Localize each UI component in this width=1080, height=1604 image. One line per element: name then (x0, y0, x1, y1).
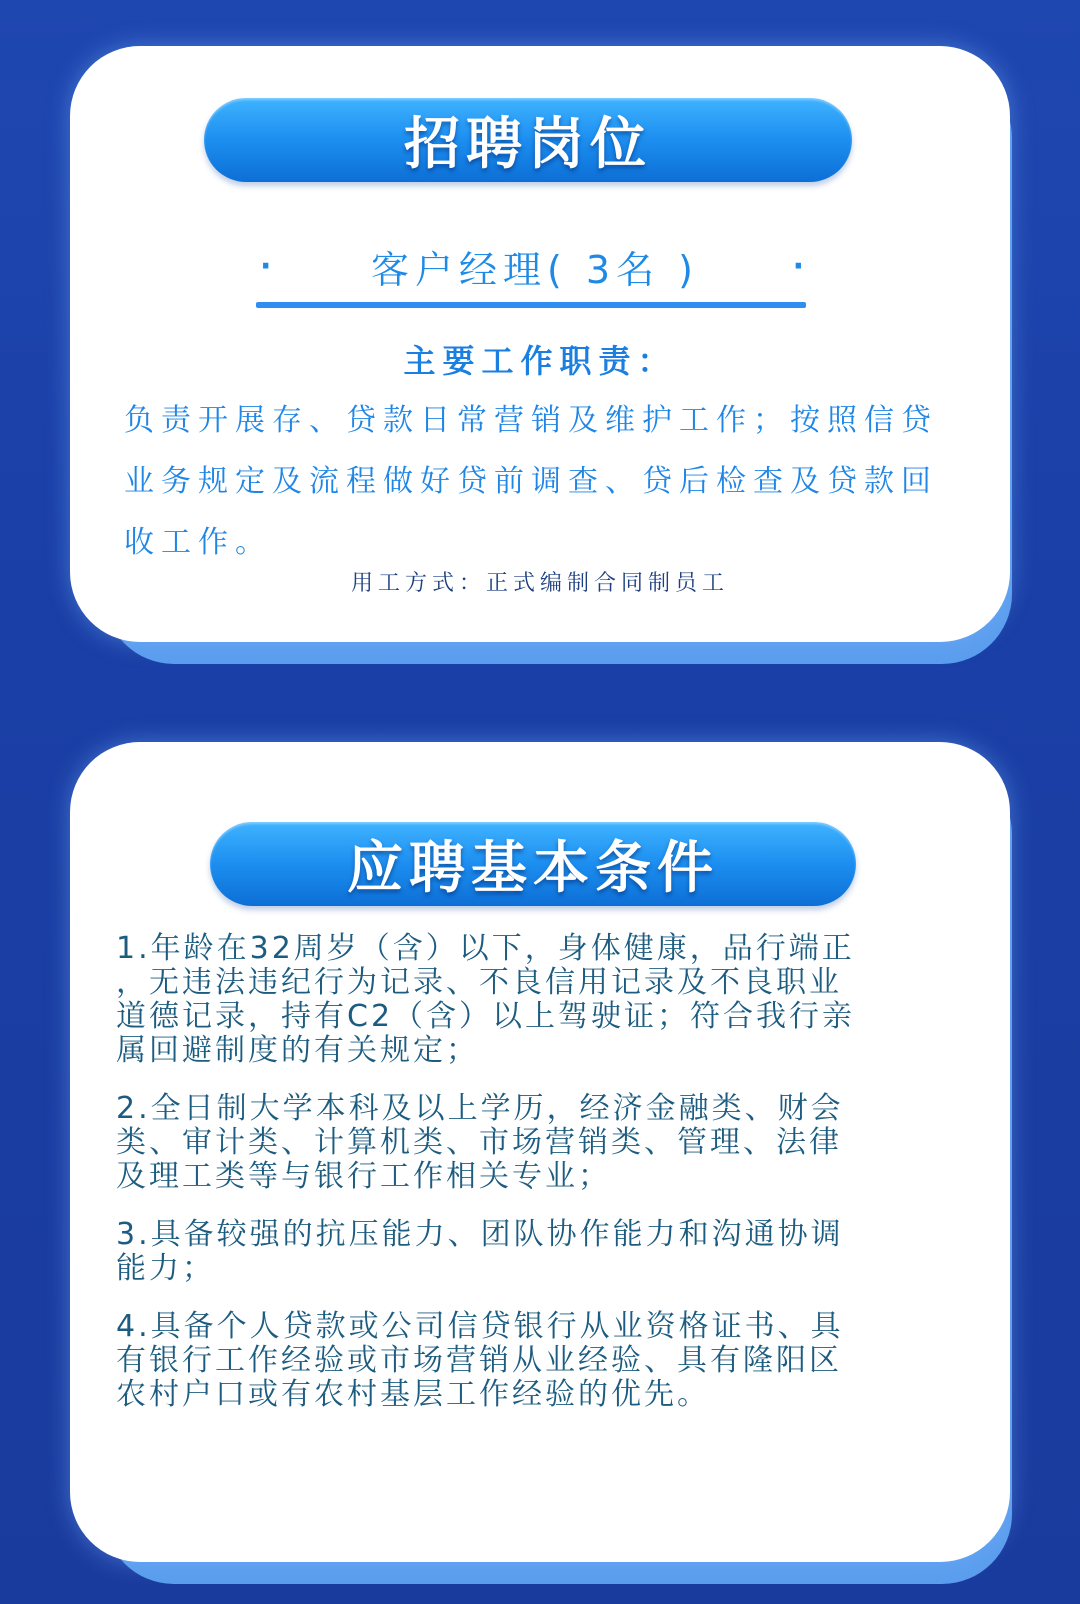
condition-item: 3.具备较强的抗压能力、团队协作能力和沟通协调 能力； (116, 1217, 844, 1286)
position-card-body (70, 46, 1010, 642)
duties-title: 主要工作职责： (403, 342, 677, 380)
requirements-card (70, 742, 1010, 1562)
position-header: 招聘岗位 (404, 112, 652, 177)
requirements-card-body (70, 742, 1010, 1562)
employment-type: 用工方式：正式编制合同制员工 (350, 571, 729, 596)
position-underline (256, 302, 806, 308)
bullet-left: · (260, 248, 278, 284)
bullet-right: · (792, 248, 810, 284)
condition-item: 2.全日制大学本科及以上学历，经济金融类、财会 类、审计类、计算机类、市场营销类、管理、法律 及理工类等与银行工作相关专业； (116, 1091, 844, 1194)
condition-item: 1.年龄在32周岁（含）以下，身体健康，品行端正 ，无违法违纪行为记录、不良信用记录及不良职业 道德记录，持有C2（含）以上驾驶证；符合我行亲 属回避制度的有关规定； (116, 931, 856, 1068)
requirements-header: 应聘基本条件 (347, 836, 719, 901)
conditions-list (116, 932, 970, 1436)
position-title-row (260, 236, 810, 296)
duties-text: 负责开展存、贷款日常营销及维护工作；按照信贷业务规定及流程做好贷前调查、贷后检查及贷款回收工作。 (124, 403, 938, 560)
requirements-header-pill (210, 822, 856, 906)
position-card (70, 46, 1010, 642)
position-header-pill (204, 98, 852, 182)
condition-item: 4.具备个人贷款或公司信贷银行从业资格证书、具 有银行工作经验或市场营销从业经验、具有隆阳区 农村户口或有农村基层工作经验的优先。 (116, 1309, 844, 1412)
position-title: 客户经理( 3名 ) (371, 247, 699, 292)
